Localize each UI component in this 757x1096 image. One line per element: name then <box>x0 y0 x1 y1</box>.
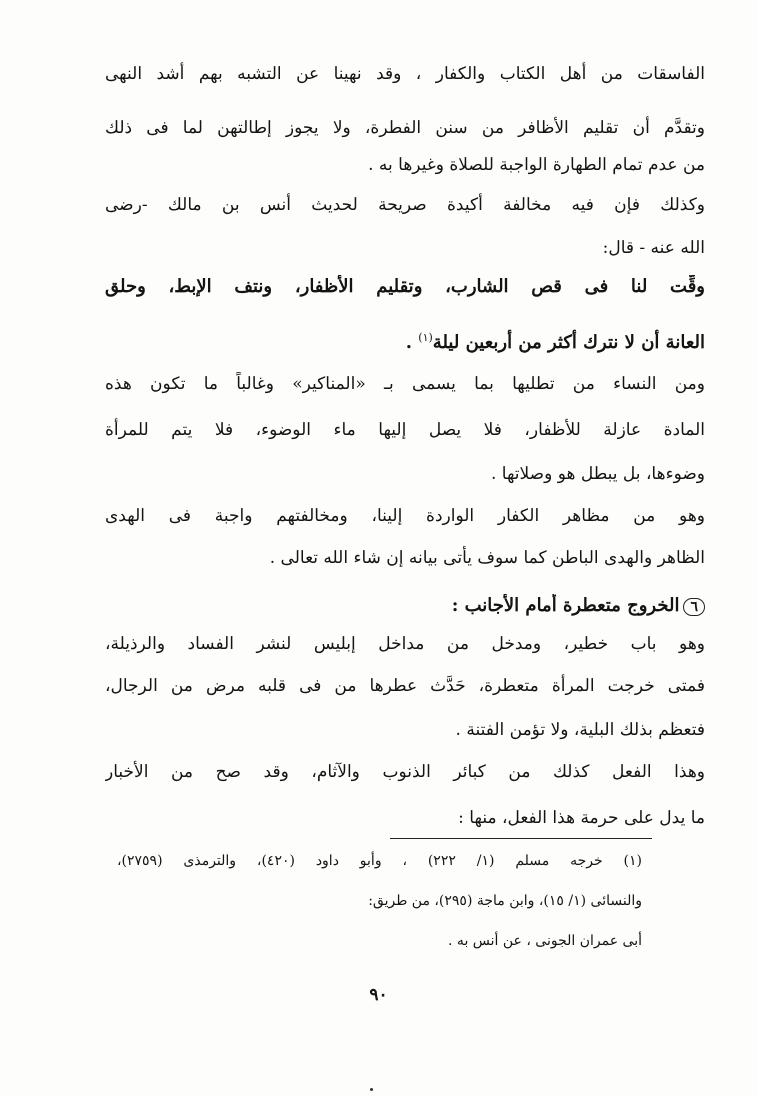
footnote-line-2: والنسائى (١/ ١٥)، وابن ماجة (٢٩٥)، من طريق: <box>368 893 642 909</box>
footnote-line-1: (١) خرجه مسلم (١/ ٢٢٢) ، وأبو داود (٤٢٠)، والترمذى (٢٧٥٩)، <box>117 853 642 869</box>
text-line-3: من عدم تمام الطهارة الواجبة للصلاة وغيرها به . <box>368 155 705 175</box>
text-line-9: وهو من مظاهر الكفار الواردة إلينا، ومخالفتهم واجبة فى الهدى <box>105 506 705 526</box>
hadith-line-2-text: العانة أن لا نترك أكثر من أربعين ليلة <box>432 332 705 353</box>
hadith-line-1: وقِّت لنا فى قص الشارب، وتقليم الأظفار، ونتف الإبط، وحلق <box>105 276 705 297</box>
text-line-4: وكذلك فإن فيه مخالفة أكيدة صريحة لحديث أنس بن مالك -رضى <box>105 195 705 215</box>
footnote-separator <box>390 838 652 839</box>
footnote-line-3: أبى عمران الجونى ، عن أنس به . <box>448 933 642 949</box>
text-line-1: الفاسقات من أهل الكتاب والكفار ، وقد نهينا عن التشبه بهم أشد النهى <box>105 64 705 84</box>
text-line-11: وهو باب خطير، ومدخل من مداخل إبليس لنشر الفساد والرذيلة، <box>105 634 705 654</box>
text-line-10: الظاهر والهدى الباطن كما سوف يأتى بيانه إن شاء الله تعالى . <box>269 548 705 568</box>
text-line-2: وتقدَّم أن تقليم الأظافر من سنن الفطرة، ولا يجوز إطالتهن لما فى ذلك <box>105 118 705 138</box>
text-line-8: وضوءها، بل يبطل هو وصلاتها . <box>490 464 705 484</box>
text-line-7: المادة عازلة للأظفار، فلا يصل إليها ماء الوضوء، فلا يتم للمرأة <box>105 420 705 440</box>
section-number: ٦ <box>683 598 705 616</box>
hadith-end: . <box>405 332 412 353</box>
section-heading <box>105 594 705 618</box>
text-line-6: ومن النساء من تطليها بما يسمى بـ «المناكير» وغالباً ما تكون هذه <box>105 374 705 394</box>
text-line-15: ما يدل على حرمة هذا الفعل، منها : <box>458 808 705 828</box>
section-heading-text: الخروج متعطرة أمام الأجانب : <box>451 595 680 616</box>
text-line-14: وهذا الفعل كذلك من كبائر الذنوب والآثام، وقد صح من الأخبار <box>105 762 705 782</box>
hadith-line-2 <box>105 326 705 355</box>
text-line-5: الله عنه - قال: <box>602 238 705 258</box>
text-line-13: فتعظم بذلك البلية، ولا تؤمن الفتنة . <box>455 720 705 740</box>
footnote-ref: (١) <box>418 331 433 344</box>
text-line-12: فمتى خرجت المرأة متعطرة، حَدَّث عطرها من فى قلبه مرض من الرجال، <box>105 676 705 696</box>
scan-speck <box>370 1088 373 1091</box>
page-number: ٩٠ <box>369 985 388 1005</box>
